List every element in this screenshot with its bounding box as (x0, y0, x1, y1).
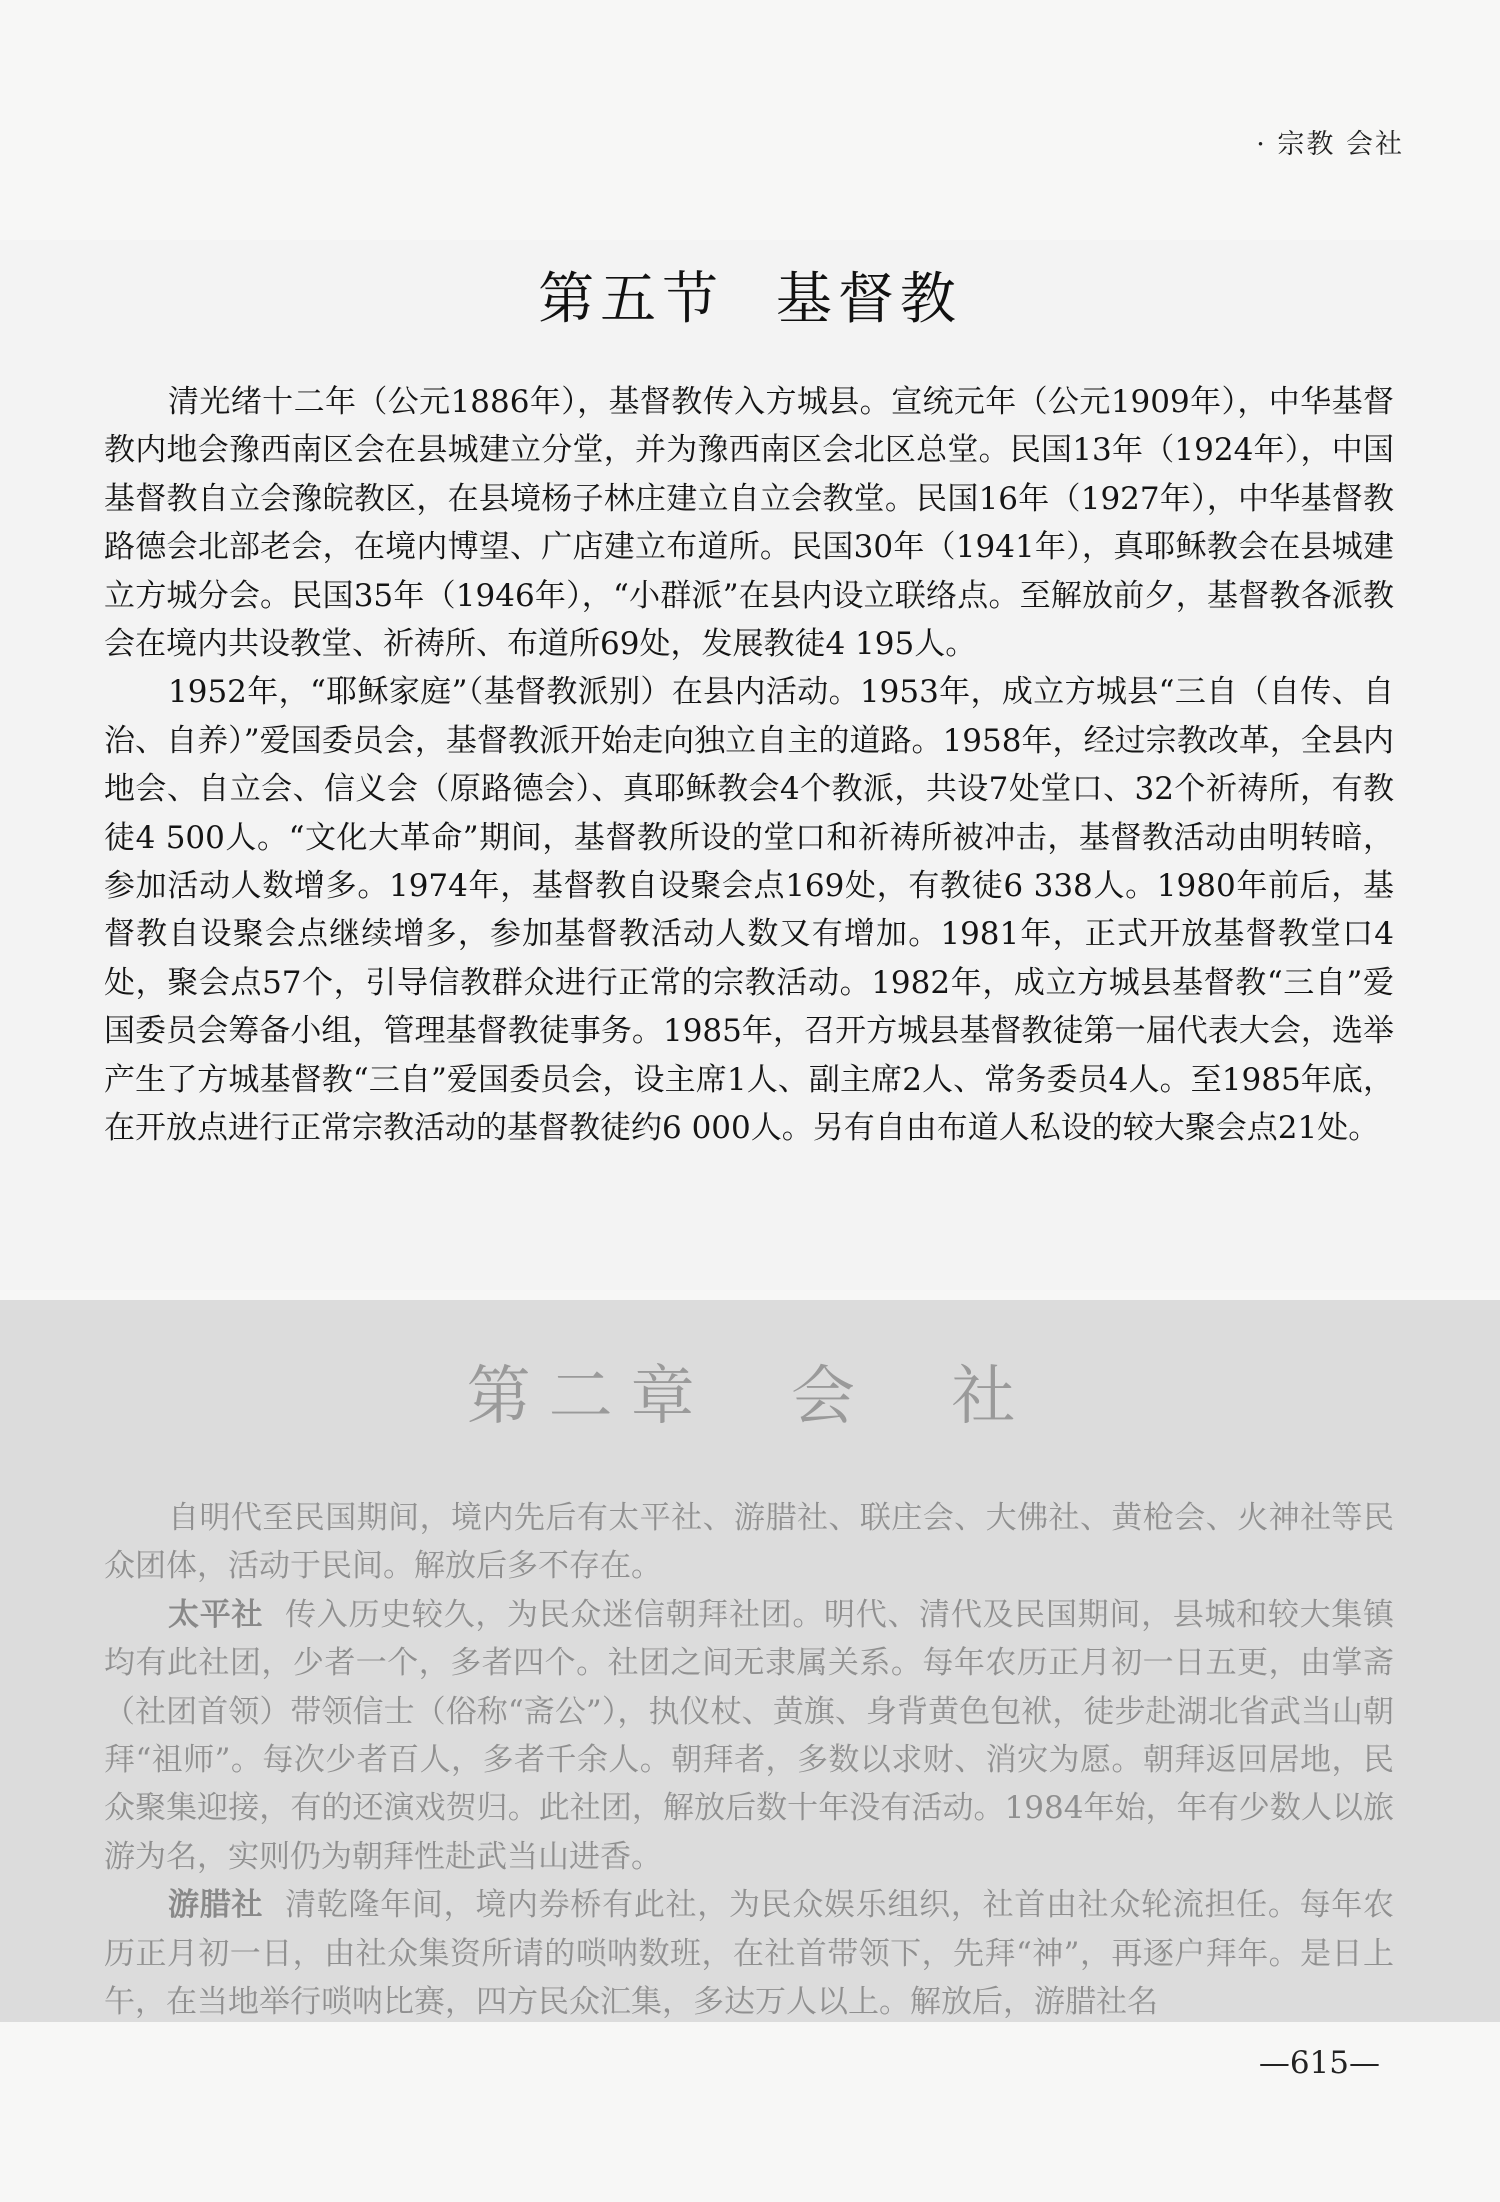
section-paragraph: 清光绪十二年（公元1886年），基督教传入方城县。宣统元年（公元1909年），中华基督教内地会豫西南区会在县城建立分堂，并为豫西南区会北区总堂。民国13年（1924年），中国基督教自立会豫皖教区，在县境杨子林庄建立自立会教堂。民国16年（1927年），中华基督教路德会北部老会，在境内博望、广店建立布道所。民国30年（1941年），真耶稣教会在县城建立方城分会。民国35年（1946年），“小群派”在县内设立联络点。至解放前夕，基督教各派教会在境内共设教堂、祈祷所、布道所69处，发展教徒4 195人。 (104, 384, 1394, 663)
entry-text: 清乾隆年间，境内券桥有此社，为民众娱乐组织，社首由社众轮流担任。每年农历正月初一日，由社众集资所请的唢呐数班，在社首带领下，先拜“神”，再逐户拜年。是日上午，在当地举行唢呐比赛，四方民众汇集，多达万人以上。解放后，游腊社名 (104, 1887, 1394, 2021)
chapter-intro: 自明代至民国期间，境内先后有太平社、游腊社、联庄会、大佛社、黄枪会、火神社等民众团体，活动于民间。解放后多不存在。 (104, 1500, 1394, 1585)
entry-text: 传入历史较久，为民众迷信朝拜社团。明代、清代及民国期间，县城和较大集镇均有此社团，少者一个，多者四个。社团之间无隶属关系。每年农历正月初一日五更，由掌斋（社团首领）带领信士（俗称“斋公”），执仪杖、黄旗、身背黄色包袱，徒步赴湖北省武当山朝拜“祖师”。每次少者百人，多者千余人。朝拜者，多数以求财、消灾为愿。朝拜返回居地，民众聚集迎接，有的还演戏贺归。此社团，解放后数十年没有活动。1984年始，年有少数人以旅游为名，实则仍为朝拜性赴武当山进香。 (104, 1596, 1394, 1875)
section-title: 第五节 基督教 (538, 267, 962, 332)
section-body (104, 378, 1394, 1153)
entry-term: 太平社 (168, 1596, 264, 1633)
chapter-entry (104, 1881, 1394, 2026)
chapter-body (104, 1494, 1394, 2026)
page-number: —615— (1258, 2045, 1380, 2081)
running-head: · 宗教 会社 (1256, 129, 1404, 160)
entry-term: 游腊社 (168, 1887, 264, 1924)
chapter-entry (104, 1591, 1394, 1881)
section-paragraph: 1952年，“耶稣家庭”（基督教派别）在县内活动。1953年，成立方城县“三自（自传、自治、自养）”爱国委员会，基督教派开始走向独立自主的道路。1958年，经过宗教改革，全县内地会、自立会、信义会（原路德会）、真耶稣教会4个教派，共设7处堂口、32个祈祷所，有教徒4 500人。“文化大革命”期间，基督教所设的堂口和祈祷所被冲击，基督教活动由明转暗，参加活动人数增多。1974年，基督教自设聚会点169处，有教徒6 338人。1980年前后，基督教自设聚会点继续增多，参加基督教活动人数又有增加。1981年，正式开放基督教堂口4处，聚会点57个，引导信教群众进行正常的宗教活动。1982年，成立方城县基督教“三自”爱国委员会筹备小组，管理基督教徒事务。1985年，召开方城县基督教徒第一届代表大会，选举产生了方城基督教“三自”爱国委员会，设主席1人、副主席2人、常务委员4人。至1985年底，在开放点进行正常宗教活动的基督教徒约6 000人。另有自由布道人私设的较大聚会点21处。 (104, 674, 1394, 1147)
chapter-title: 第二章 会 社 (466, 1360, 1034, 1434)
